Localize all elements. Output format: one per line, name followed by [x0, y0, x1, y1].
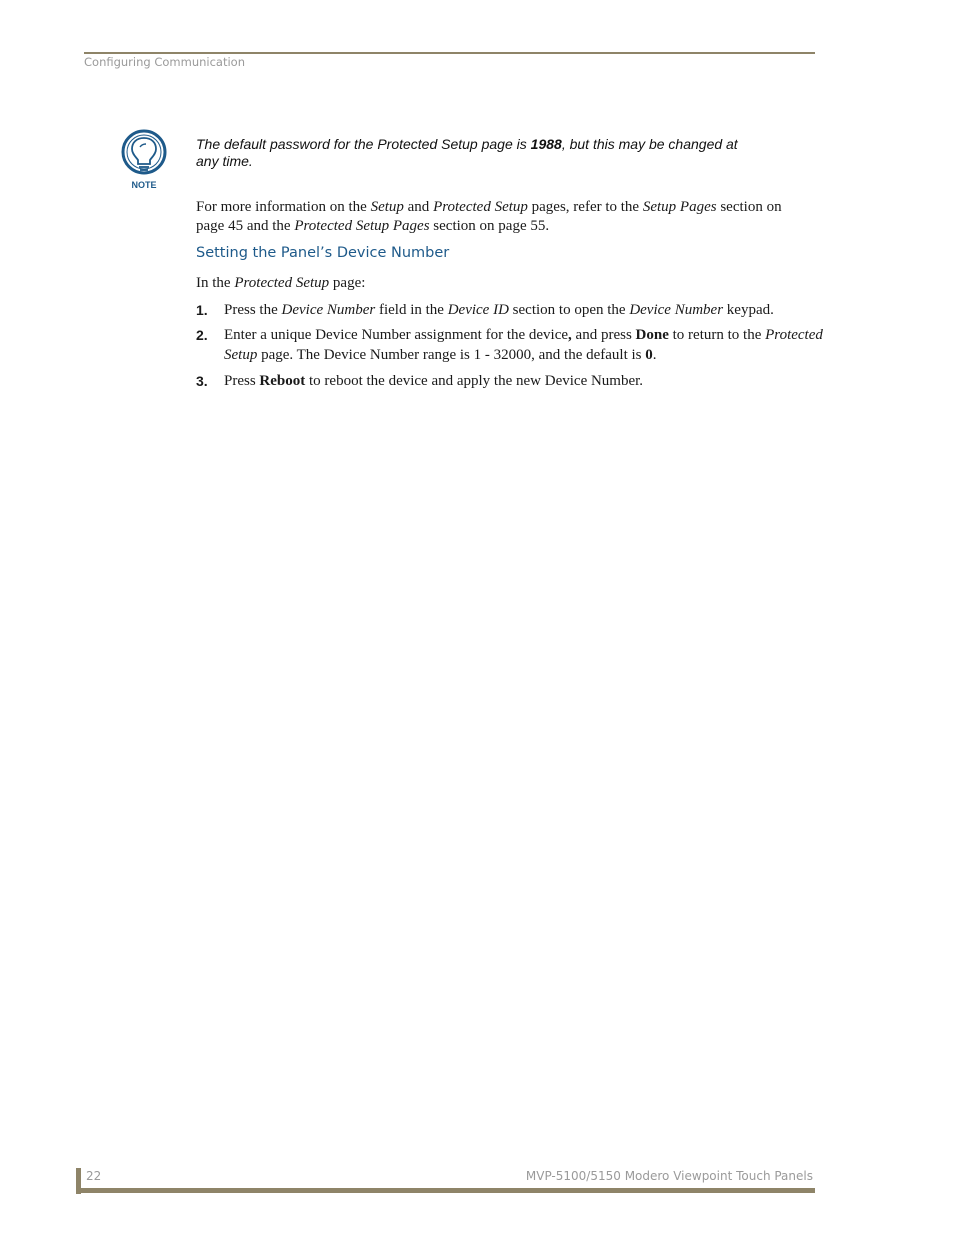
step-text: Press Reboot to reboot the device and apply the new Device Number. — [224, 373, 644, 389]
footer-rule — [76, 1188, 815, 1193]
footer-doc-title: MVP-5100/5150 Modero Viewpoint Touch Panels — [525, 1169, 813, 1183]
step-number: 1. — [196, 302, 208, 318]
section-heading: Setting the Panel’s Device Number — [196, 245, 450, 261]
step-number: 2. — [196, 327, 208, 343]
note-icon-label: NOTE — [131, 180, 157, 190]
intro-text: In the Protected Setup page: — [196, 275, 366, 291]
note-password: 1988 — [530, 136, 562, 152]
step-text: Enter a unique Device Number assignment for the device, and press Done to return to the Protected Setup page. The Device Number range is 1 - 32000, and the default is 0. — [224, 327, 823, 363]
reference-paragraph: For more information on the Setup and Protected Setup pages, refer to the Setup Pages section on page 45 and the Protected Setup Pages section on page 55. — [196, 199, 782, 234]
note-lightbulb-icon — [120, 128, 168, 192]
note-text: The default password for the Protected Setup page is 1988, but this may be changed at any time. — [196, 136, 738, 169]
header-rule — [84, 52, 815, 54]
step-text: Press the Device Number field in the Device ID section to open the Device Number keypad. — [224, 302, 774, 318]
header-section-title: Configuring Communication — [84, 55, 245, 69]
footer-page-number: 22 — [86, 1169, 102, 1183]
step-number: 3. — [196, 373, 208, 389]
